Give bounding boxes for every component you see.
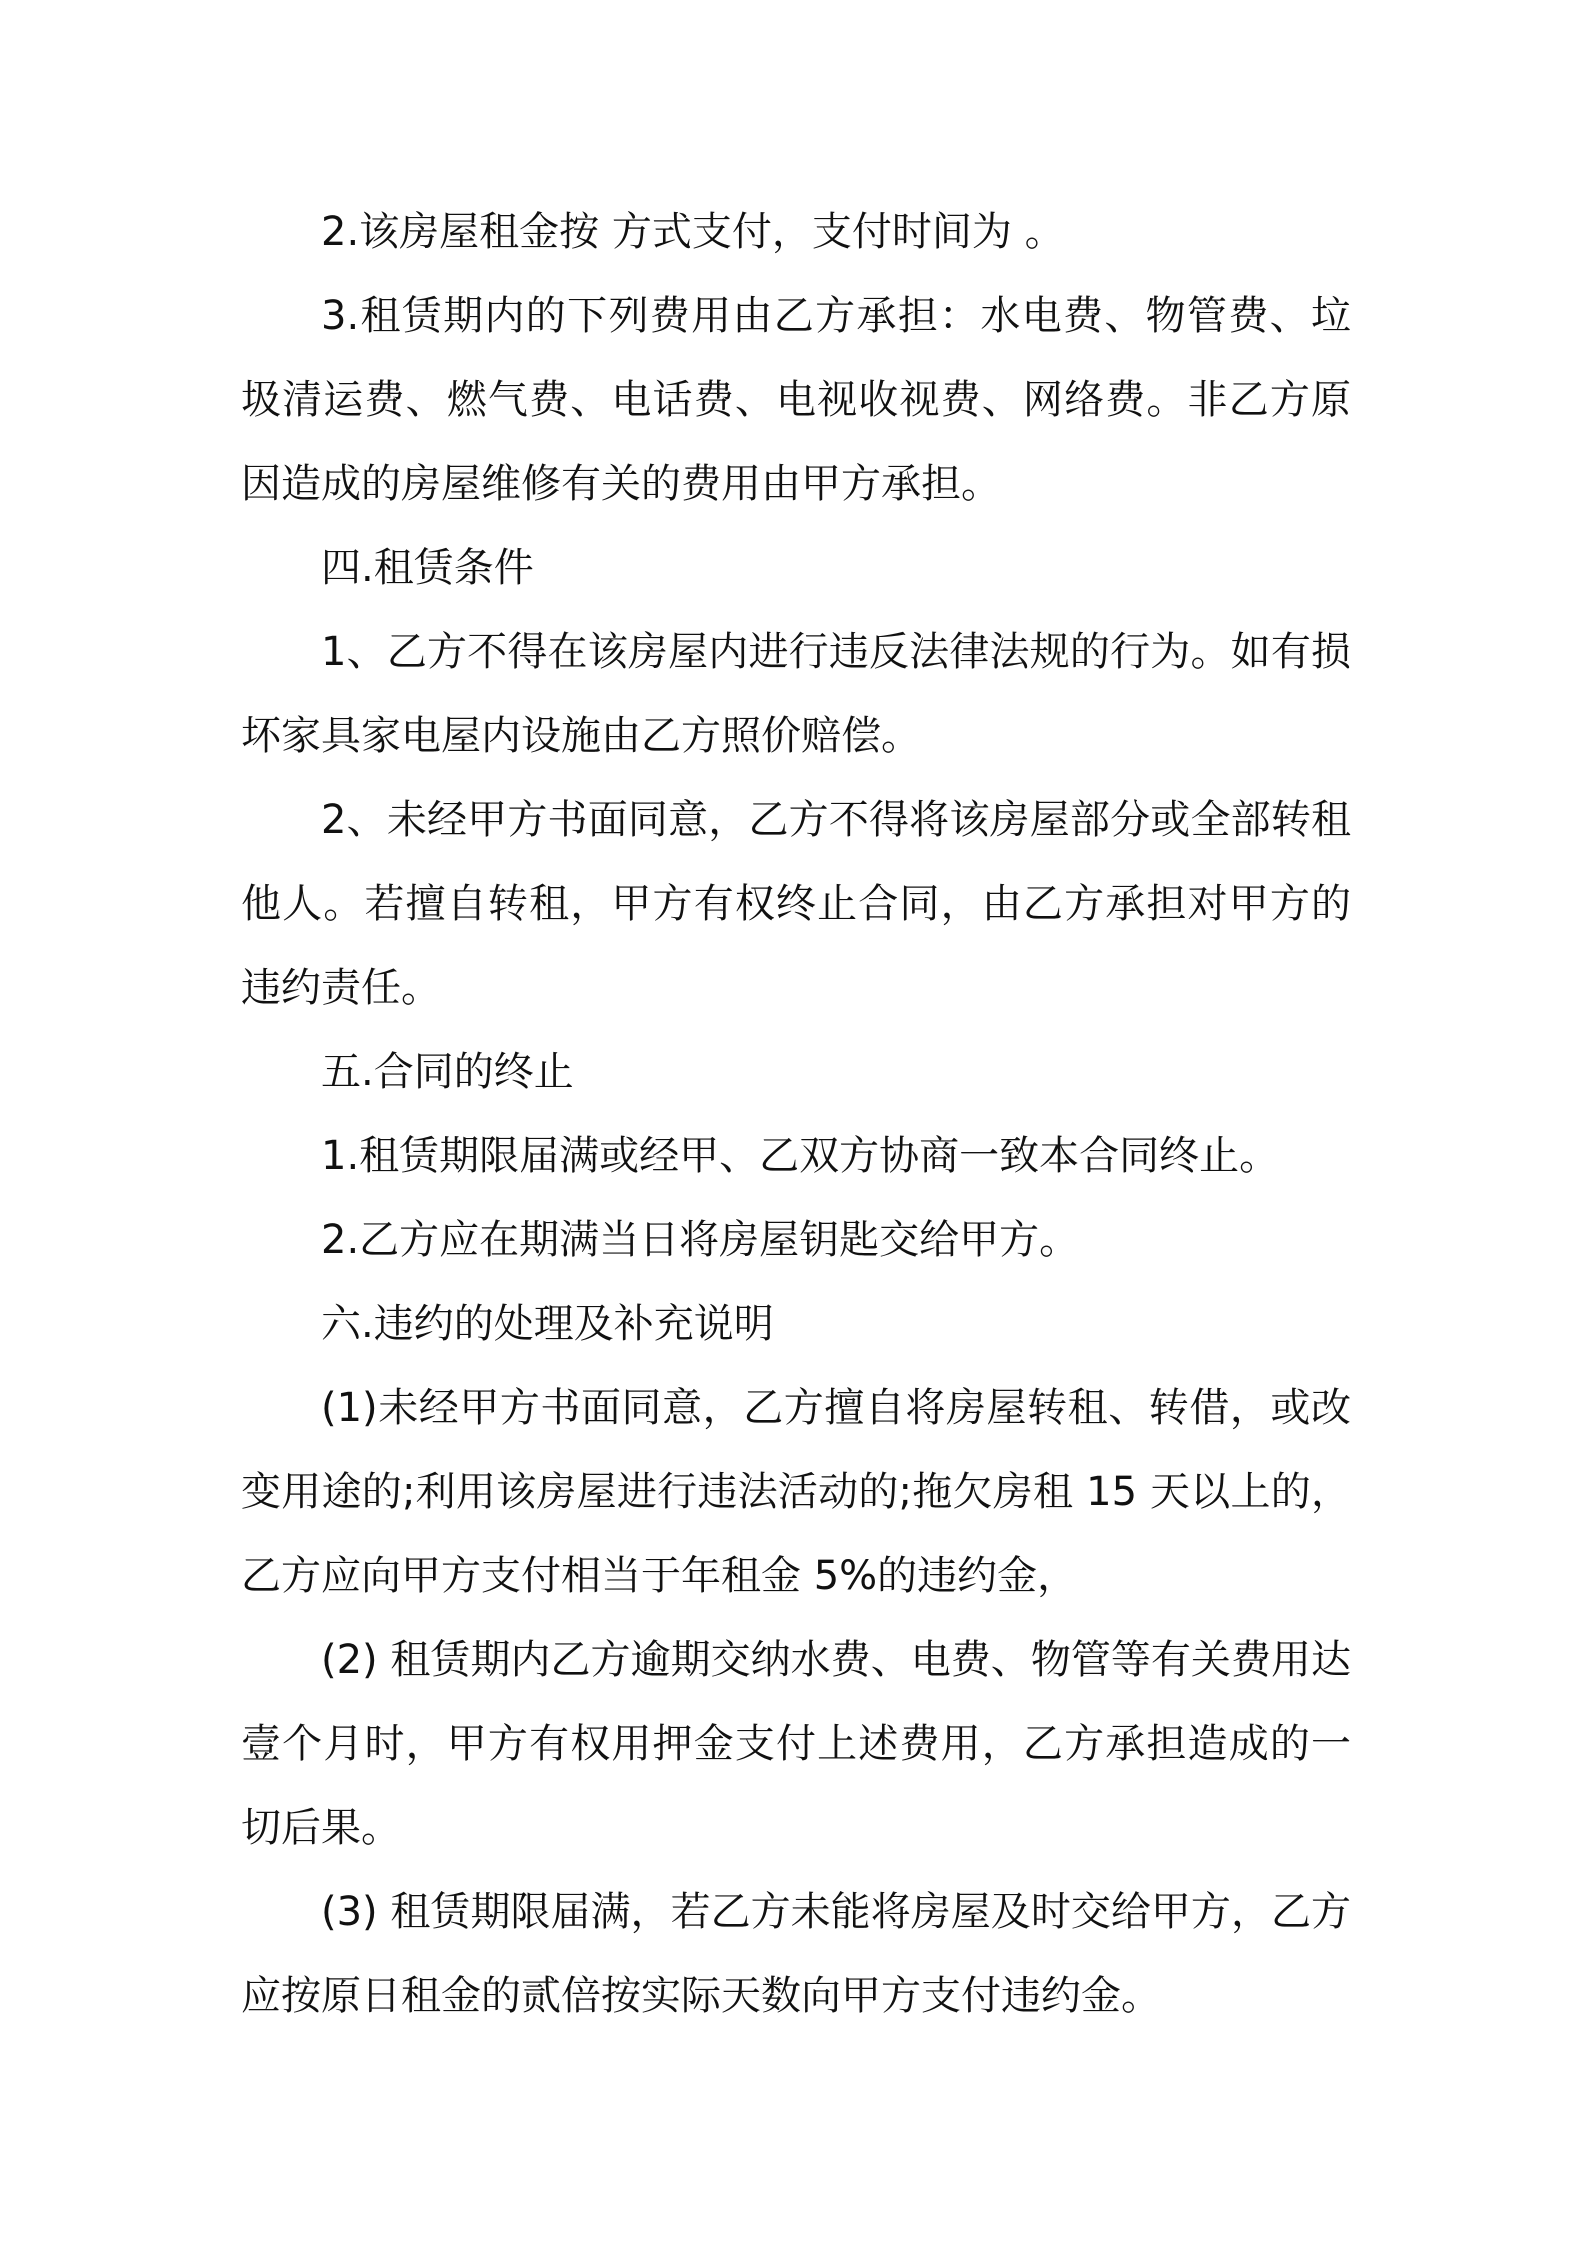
paragraph-condition-2: 2、未经甲方书面同意，乙方不得将该房屋部分或全部转租他人。若擅自转租，甲方有权终止合同，由乙方承担对甲方的违约责任。 (241, 797, 1351, 1011)
paragraph-termination-2: 2.乙方应在期满当日将房屋钥匙交给甲方。 (321, 1217, 1080, 1263)
heading-breach-handling: 六.违约的处理及补充说明 (321, 1301, 774, 1347)
heading-contract-termination: 五.合同的终止 (321, 1049, 574, 1095)
paragraph-tenant-fees: 3.租赁期内的下列费用由乙方承担：水电费、物管费、垃圾清运费、燃气费、电话费、电视收视费、网络费。非乙方原因造成的房屋维修有关的费用由甲方承担。 (241, 293, 1351, 507)
paragraph-rent-payment: 2.该房屋租金按 方式支付，支付时间为 。 (321, 209, 1065, 255)
paragraph-termination-1: 1.租赁期限届满或经甲、乙双方协商一致本合同终止。 (321, 1133, 1280, 1179)
paragraph-breach-3: (3) 租赁期限届满，若乙方未能将房屋及时交给甲方，乙方应按原日租金的贰倍按实际天数向甲方支付违约金。 (241, 1889, 1351, 2019)
heading-lease-conditions: 四.租赁条件 (321, 545, 534, 591)
paragraph-breach-1: (1)未经甲方书面同意，乙方擅自将房屋转租、转借，或改变用途的;利用该房屋进行违法活动的;拖欠房租 15 天以上的，乙方应向甲方支付相当于年租金 5%的违约金， (241, 1385, 1351, 1599)
paragraph-breach-2: (2) 租赁期内乙方逾期交纳水费、电费、物管等有关费用达壹个月时，甲方有权用押金支付上述费用，乙方承担造成的一切后果。 (241, 1637, 1351, 1851)
document-body (241, 190, 1351, 2038)
paragraph-condition-1: 1、乙方不得在该房屋内进行违反法律法规的行为。如有损坏家具家电屋内设施由乙方照价赔偿。 (241, 629, 1351, 759)
